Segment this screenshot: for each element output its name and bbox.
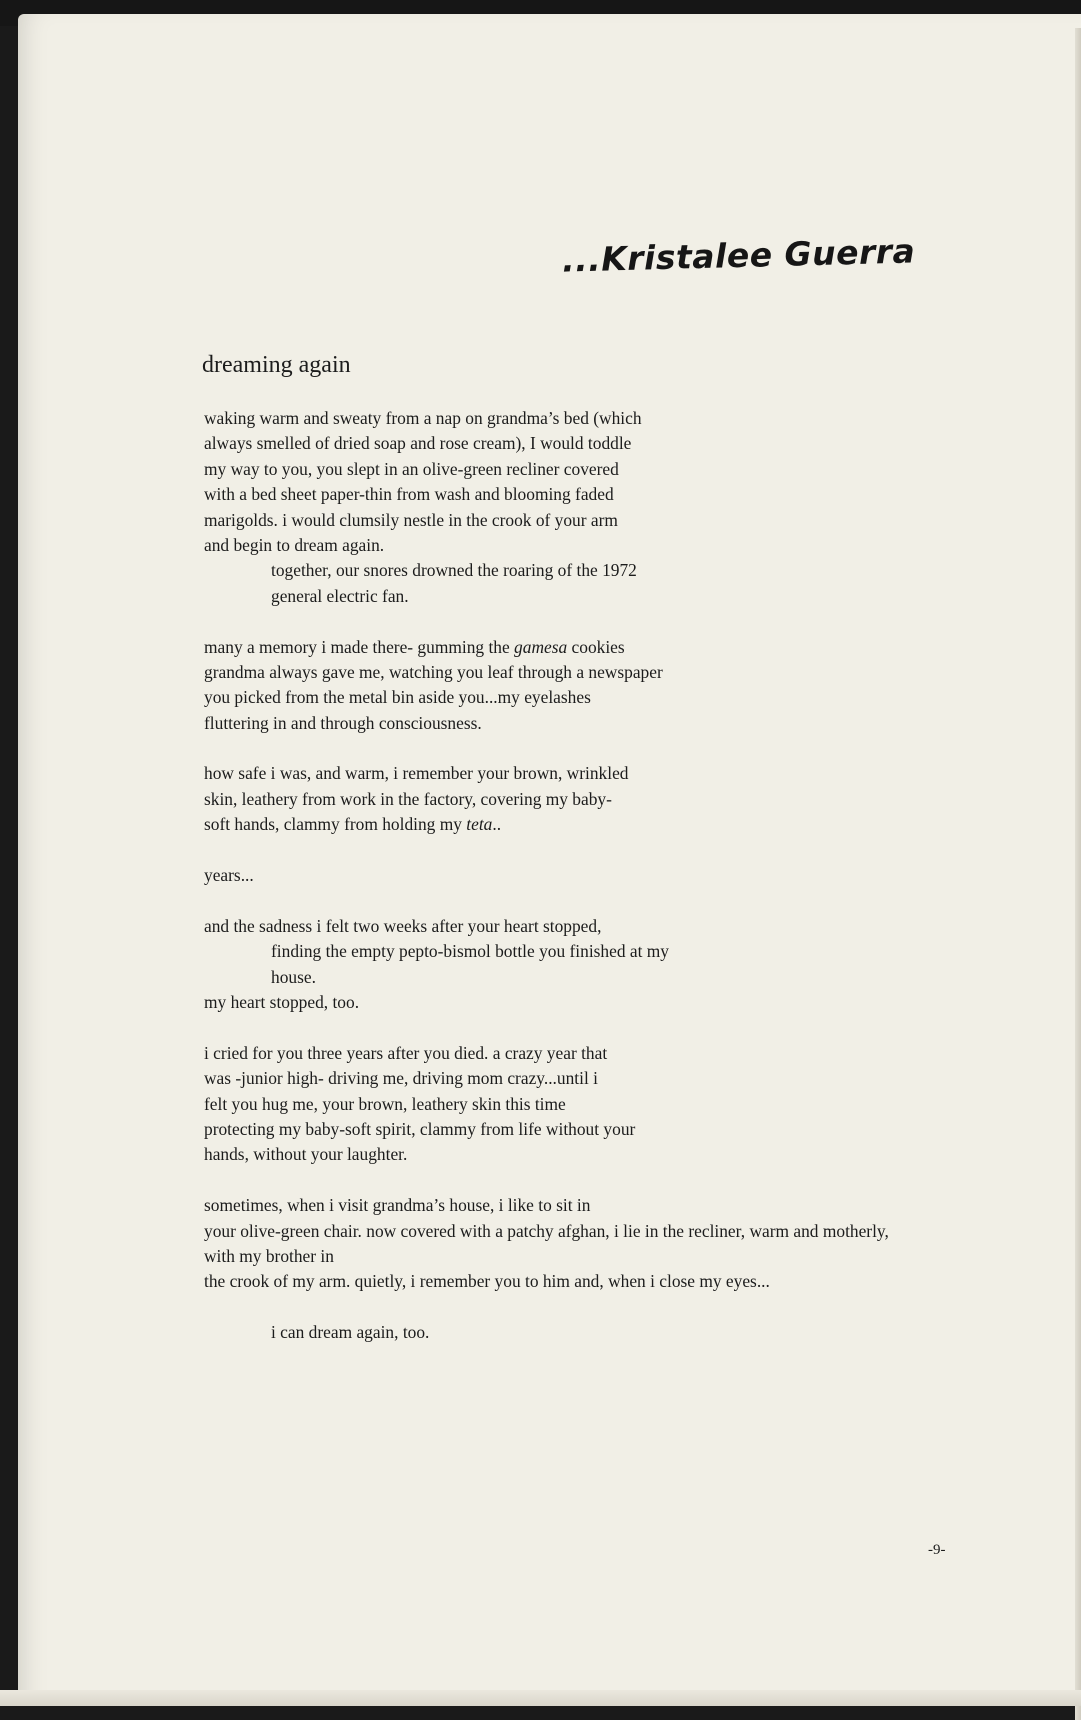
poem-line: sometimes, when i visit grandma’s house, i like to sit in bbox=[204, 1195, 591, 1216]
poem-line: how safe i was, and warm, i remember your brown, wrinkled bbox=[204, 763, 629, 784]
poem-line: soft hands, clammy from holding my teta.. bbox=[204, 814, 502, 835]
poem-line: the crook of my arm. quietly, i remember you to him and, when i close my eyes... bbox=[204, 1271, 770, 1292]
poem-line: with a bed sheet paper-thin from wash and blooming faded bbox=[204, 484, 614, 505]
poem-line: you picked from the metal bin aside you...my eyelashes bbox=[204, 687, 591, 708]
poem-line: marigolds. i would clumsily nestle in the crook of your arm bbox=[204, 509, 618, 530]
stanza-gap bbox=[204, 1168, 1074, 1193]
poem-title: dreaming again bbox=[202, 352, 351, 378]
poem-line: together, our snores drowned the roaring of the 1972 bbox=[271, 560, 637, 581]
poem-line: hands, without your laughter. bbox=[204, 1144, 408, 1165]
poem-line: and the sadness i felt two weeks after your heart stopped, bbox=[204, 915, 602, 936]
page-number: -9- bbox=[928, 1542, 946, 1558]
poem-line: skin, leathery from work in the factory, covering my baby- bbox=[204, 788, 612, 809]
poem-line: years... bbox=[204, 865, 254, 886]
poem-line: many a memory i made there- gumming the gamesa cookies bbox=[204, 636, 625, 657]
poem-line: and begin to dream again. bbox=[204, 534, 385, 555]
poem-line: my heart stopped, too. bbox=[204, 991, 360, 1012]
poem-line: my way to you, you slept in an olive-green recliner covered bbox=[204, 458, 619, 479]
poem-line: grandma always gave me, watching you leaf through a newspaper bbox=[204, 661, 663, 682]
stanza-gap bbox=[204, 1015, 1074, 1040]
stanza-gap bbox=[204, 1295, 1074, 1320]
poem-line: protecting my baby-soft spirit, clammy from life without your bbox=[204, 1118, 636, 1139]
poem-line: always smelled of dried soap and rose cream), I would toddle bbox=[204, 433, 632, 454]
page-edge-shadow bbox=[1075, 28, 1081, 1720]
stanza-gap bbox=[204, 736, 1074, 761]
poem-line: i can dream again, too. bbox=[271, 1322, 430, 1343]
poem-line: fluttering in and through consciousness. bbox=[204, 712, 482, 733]
poem-line: your olive-green chair. now covered with a patchy afghan, i lie in the recliner, warm and motherly, bbox=[204, 1220, 889, 1241]
page-bottom-edge bbox=[0, 1690, 1081, 1706]
stanza-gap bbox=[204, 888, 1074, 913]
poem-body bbox=[204, 406, 1074, 1345]
stanza-gap bbox=[204, 609, 1074, 634]
stanza-gap bbox=[204, 838, 1074, 863]
poem-line: i cried for you three years after you died. a crazy year that bbox=[204, 1042, 608, 1063]
poem-line: house. bbox=[271, 966, 316, 987]
author-name: ...Kristalee Guerra bbox=[561, 231, 916, 280]
poem-line: general electric fan. bbox=[271, 585, 409, 606]
poem-line: felt you hug me, your brown, leathery skin this time bbox=[204, 1093, 566, 1114]
poem-line: waking warm and sweaty from a nap on grandma’s bed (which bbox=[204, 408, 642, 428]
poem-line: was -junior high- driving me, driving mom crazy...until i bbox=[204, 1068, 598, 1089]
poem-line: finding the empty pepto-bismol bottle you finished at my bbox=[271, 941, 669, 962]
poem-line: with my brother in bbox=[204, 1245, 334, 1266]
